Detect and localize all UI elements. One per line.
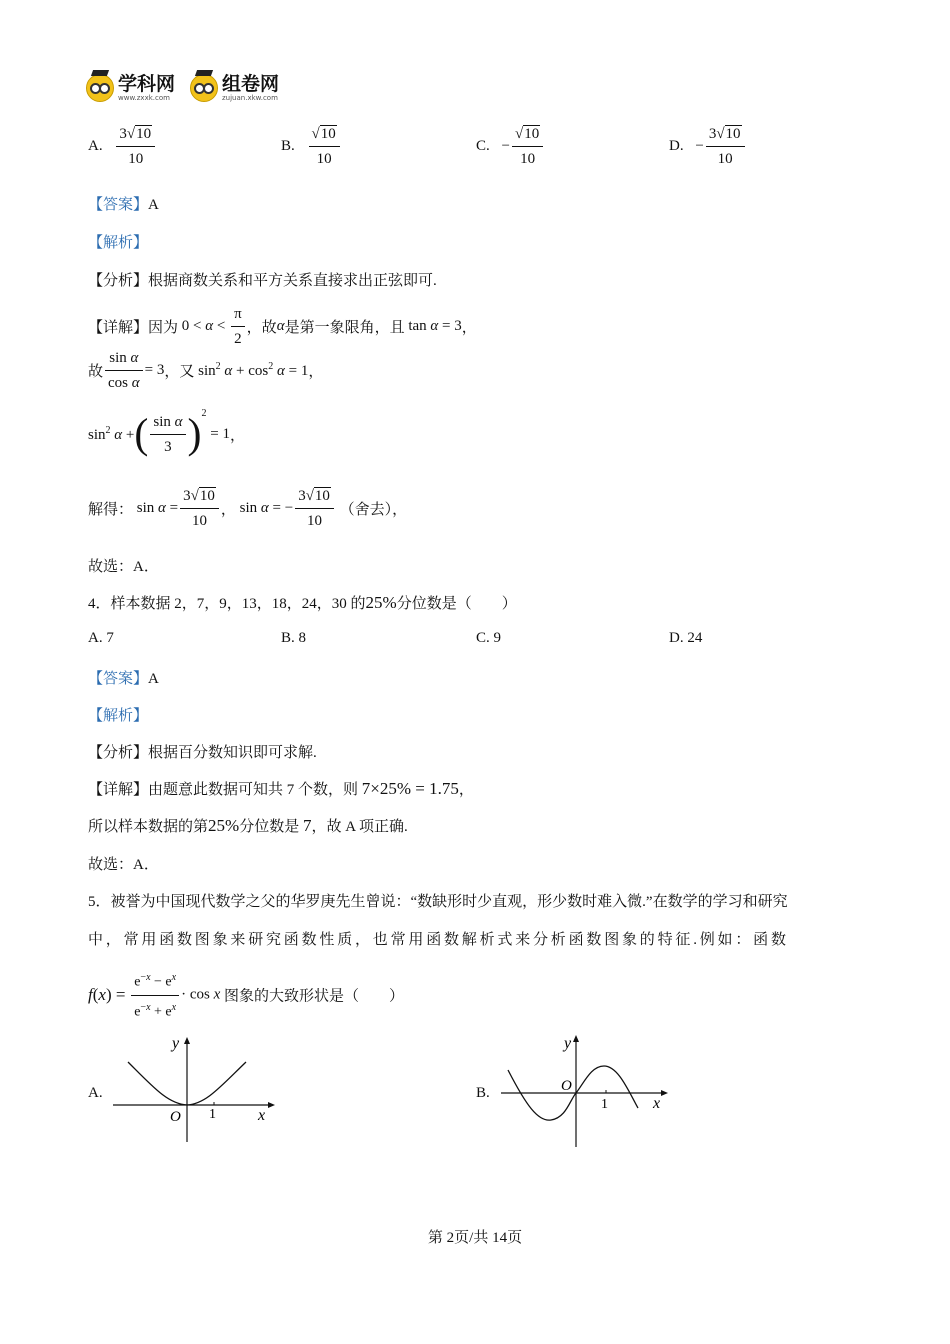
y-arrow-icon	[184, 1037, 190, 1044]
q5-graph-a	[108, 1032, 283, 1147]
q3-answer: 【答案】A	[88, 197, 159, 213]
logo-zxxk: 学科网 www.zxxk.com	[86, 74, 175, 102]
x-arrow-icon	[661, 1090, 668, 1096]
q4-option-c: C. 9	[476, 630, 502, 646]
q3-conclusion: 故选：A．	[88, 559, 159, 575]
q5-stem-line1: 5．被誉为中国现代数学之父的华罗庚先生曾说：“数缺形时少直观，形少数时难入微.”在数学的学习和研究	[88, 894, 788, 910]
q3-option-d: D. − $\frac{3√10}{10}$	[669, 122, 747, 171]
q3-detail-line2: 故 $\frac{\text{sin α}}{\text{cos α}}$ = 3，又 $\sin^2 \alpha + \cos^2 \alpha = 1$，	[88, 346, 323, 395]
q5-graph-b	[496, 1030, 671, 1150]
q4-option-b: B. 8	[281, 630, 307, 646]
q5-stem-line2: 中，常用函数图象来研究函数性质，也常用函数解析式来分析函数图象的特征.例如：函数	[88, 932, 789, 948]
q4-analysis-tag: 【解析】	[88, 708, 149, 724]
q5-graph-b-label: B.	[476, 1085, 490, 1101]
q3-option-a: A. $\frac{3√10}{10}$	[88, 122, 157, 171]
mascot-icon	[190, 74, 218, 102]
logo-zujuan: 组卷网 zujuan.xkw.com	[190, 74, 279, 102]
x-arrow-icon	[268, 1102, 275, 1108]
page-number: 第 2页/共 14页	[427, 1230, 523, 1246]
axis-label-y: y	[172, 1035, 180, 1052]
q4-option-a: A. 7	[88, 630, 114, 646]
q4-option-d: D. 24	[669, 630, 703, 646]
axis-label-x: x	[653, 1095, 661, 1112]
q4-detail-line1: 【详解】由题意此数据可知共 7 个数，则 7×25% = 1.75，	[88, 779, 474, 798]
q3-detail-line3: $\sin^2 \alpha$ +( $\frac{\text{sin α}}{3}$ )$^2$ = 1，	[88, 408, 245, 458]
q5-graph-a-label: A.	[88, 1085, 103, 1101]
axis-label-x: x	[258, 1107, 266, 1124]
origin-label: O	[561, 1078, 572, 1094]
y-arrow-icon	[573, 1035, 579, 1042]
q3-detail-line4: 解得： sin α = $\frac{3√10}{10}$ ， sin α = − $\frac{3√10}{10}$ （舍去），	[88, 484, 407, 533]
q3-option-c: C. − $\frac{√10}{10}$	[476, 122, 545, 171]
q4-stem: 4．样本数据 2，7，9，13，18，24，30 的25%分位数是（ ）	[88, 593, 517, 612]
tick-label-1: 1	[601, 1097, 608, 1112]
q4-detail-line2: 所以样本数据的第25%分位数是 7，故 A 项正确.	[88, 816, 408, 835]
origin-label: O	[170, 1109, 181, 1125]
q4-answer: 【答案】A	[88, 671, 159, 687]
q3-fenxi: 【分析】根据商数关系和平方关系直接求出正弦即可.	[88, 273, 437, 289]
q4-fenxi: 【分析】根据百分数知识即可求解.	[88, 745, 317, 761]
q3-detail-line1: 【详解】因为 0 < α < $\frac{\pi}{2}$ ，故α是第一象限角，且 tan α = 3，	[88, 302, 477, 351]
q3-option-b: B. $\frac{√10}{10}$	[281, 122, 342, 171]
q4-conclusion: 故选：A．	[88, 857, 159, 873]
mascot-icon	[86, 74, 114, 102]
axis-label-y: y	[564, 1035, 572, 1052]
q3-analysis-tag: 【解析】	[88, 235, 149, 251]
tick-label-1: 1	[209, 1107, 216, 1122]
q5-stem-line3: f(x) = $\frac{e^{-x} - e^x}{e^{-x} + e^x}$ · cos x 图象的大致形状是（ ）	[88, 966, 404, 1024]
